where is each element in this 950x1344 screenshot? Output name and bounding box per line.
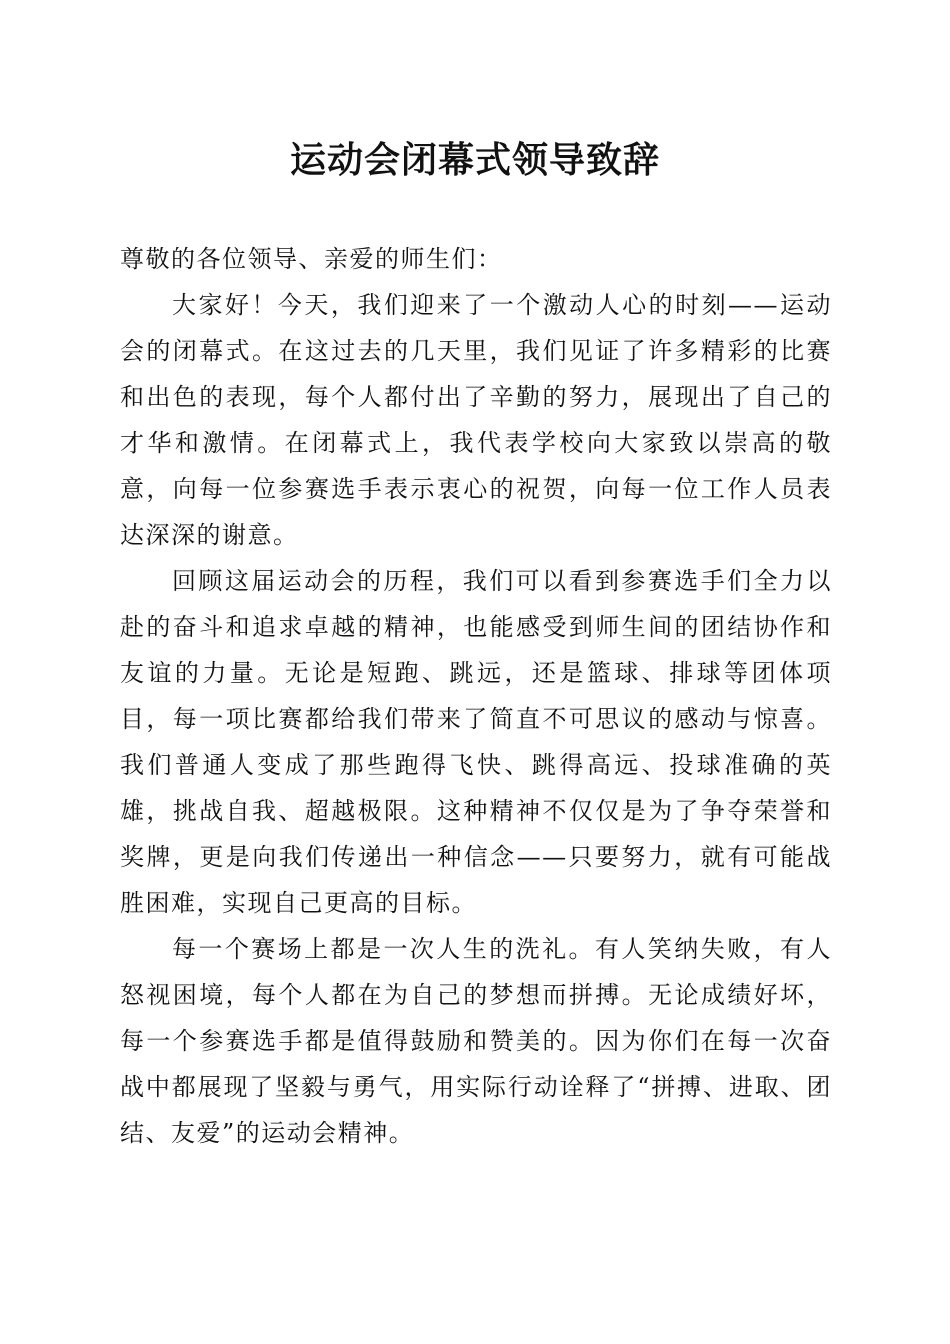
paragraph-1: 大家好！今天，我们迎来了一个激动人心的时刻——运动会的闭幕式。在这过去的几天里，我们见证了许多精彩的比赛和出色的表现，每个人都付出了辛勤的努力，展现出了自己的才华和激情。在闭幕式上，我代表学校向大家致以崇高的敬意，向每一位参赛选手表示衷心的祝贺，向每一位工作人员表达深深的谢意。 [120, 291, 832, 549]
document-body [120, 236, 832, 1156]
paragraph-3: 每一个赛场上都是一次人生的洗礼。有人笑纳失败，有人怒视困境，每个人都在为自己的梦想而拼搏。无论成绩好坏，每一个参赛选手都是值得鼓励和赞美的。因为你们在每一次奋战中都展现了坚毅与勇气，用实际行动诠释了“拼搏、进取、团结、友爱”的运动会精神。 [120, 935, 832, 1147]
salutation: 尊敬的各位领导、亲爱的师生们： [120, 245, 503, 273]
document-title: 运动会闭幕式领导致辞 [289, 139, 660, 181]
paragraph-2: 回顾这届运动会的历程，我们可以看到参赛选手们全力以赴的奋斗和追求卓越的精神，也能感受到师生间的团结协作和友谊的力量。无论是短跑、跳远，还是篮球、排球等团体项目，每一项比赛都给我们带来了简直不可思议的感动与惊喜。我们普通人变成了那些跑得飞快、跳得高远、投球准确的英雄，挑战自我、超越极限。这种精神不仅仅是为了争夺荣誉和奖牌，更是向我们传递出一种信念——只要努力，就有可能战胜困难，实现自己更高的目标。 [120, 567, 832, 917]
